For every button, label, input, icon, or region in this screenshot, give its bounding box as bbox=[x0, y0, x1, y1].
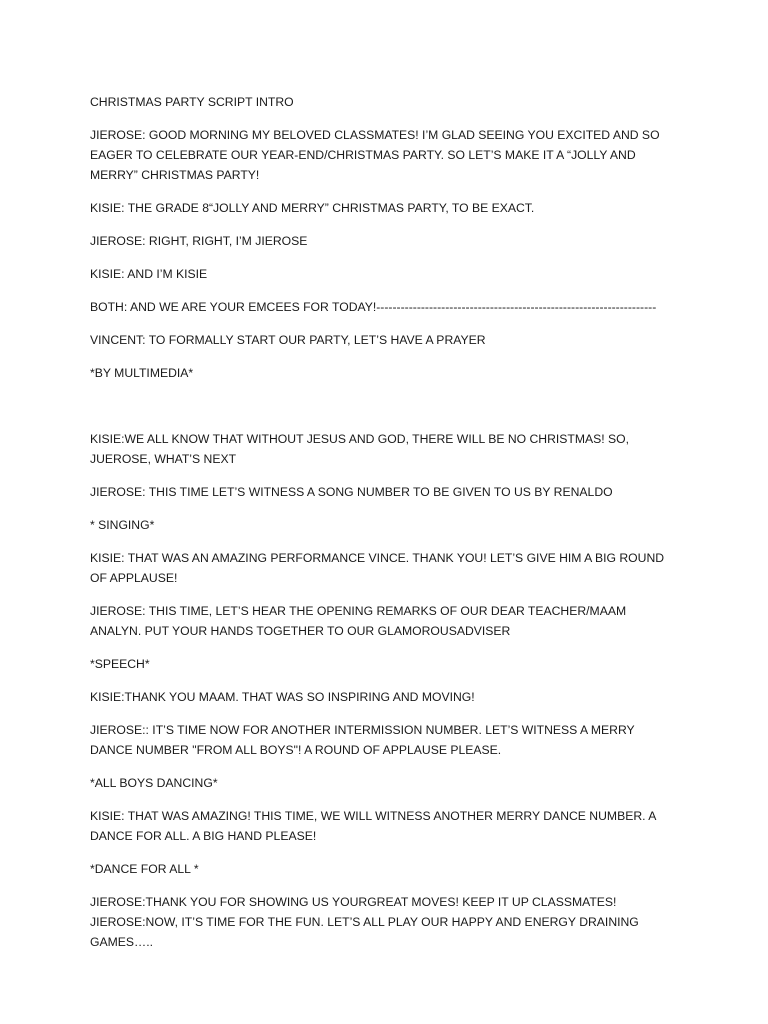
paragraph-kisie-dance-for-all: KISIE: THAT WAS AMAZING! THIS TIME, WE WILL WITNESS ANOTHER MERRY DANCE NUMBER. A DANCE FOR ALL. A BIG HAND PLEASE! bbox=[90, 809, 656, 843]
paragraph-jierose-thank-you: JIEROSE:THANK YOU FOR SHOWING US YOURGREAT MOVES! KEEP IT UP CLASSMATES! bbox=[90, 895, 617, 909]
paragraph-all-boys-dancing: *ALL BOYS DANCING* bbox=[90, 776, 218, 790]
paragraph-kisie-thanks: KISIE:THANK YOU MAAM. THAT WAS SO INSPIRING AND MOVING! bbox=[90, 690, 475, 704]
paragraph-kisie-grade8: KISIE: THE GRADE 8“JOLLY AND MERRY” CHRISTMAS PARTY, TO BE EXACT. bbox=[90, 201, 535, 215]
paragraph-jierose-remarks: JIEROSE: THIS TIME, LET’S HEAR THE OPENING REMARKS OF OUR DEAR TEACHER/MAAM ANALYN. PUT YOUR HANDS TOGETHER TO OUR GLAMOROUSADVISER bbox=[90, 604, 627, 638]
paragraph-jierose-games: JIEROSE:NOW, IT’S TIME FOR THE FUN. LET’S ALL PLAY OUR HAPPY AND ENERGY DRAINING GAMES….. bbox=[90, 915, 639, 949]
paragraph-dance-for-all: *DANCE FOR ALL * bbox=[90, 862, 199, 876]
paragraph-jierose-song: JIEROSE: THIS TIME LET’S WITNESS A SONG NUMBER TO BE GIVEN TO US BY RENALDO bbox=[90, 485, 613, 499]
paragraph-jierose-greeting: JIEROSE: GOOD MORNING MY BELOVED CLASSMATES! I’M GLAD SEEING YOU EXCITED AND SO EAGER TO CELEBRATE OUR YEAR-END/CHRISTMAS PARTY. SO LET’S MAKE IT A “JOLLY AND MERRY” CHRISTMAS PARTY! bbox=[90, 128, 660, 182]
paragraph-kisie-applause: KISIE: THAT WAS AN AMAZING PERFORMANCE VINCE. THANK YOU! LET’S GIVE HIM A BIG ROUND OF APPLAUSE! bbox=[90, 551, 665, 585]
paragraph-both-emcees: BOTH: AND WE ARE YOUR EMCEES FOR TODAY!--------------------------------------------------------------------- bbox=[90, 300, 657, 314]
document-title: CHRISTMAS PARTY SCRIPT INTRO bbox=[90, 95, 294, 109]
script-body bbox=[90, 92, 680, 965]
paragraph-jierose-intermission: JIEROSE:: IT’S TIME NOW FOR ANOTHER INTERMISSION NUMBER. LET’S WITNESS A MERRY DANCE NUMBER "FROM ALL BOYS"! A ROUND OF APPLAUSE PLEASE. bbox=[90, 723, 635, 757]
paragraph-by-multimedia: *BY MULTIMEDIA* bbox=[90, 366, 194, 380]
blank-gap bbox=[90, 396, 680, 429]
paragraph-jierose-intro: JIEROSE: RIGHT, RIGHT, I’M JIEROSE bbox=[90, 234, 308, 248]
paragraph-kisie-intro: KISIE: AND I’M KISIE bbox=[90, 267, 208, 281]
paragraph-kisie-jesus: KISIE:WE ALL KNOW THAT WITHOUT JESUS AND GOD, THERE WILL BE NO CHRISTMAS! SO, JUEROSE, WHAT’S NEXT bbox=[90, 432, 630, 466]
paragraph-speech: *SPEECH* bbox=[90, 657, 150, 671]
paragraph-vincent-prayer: VINCENT: TO FORMALLY START OUR PARTY, LET’S HAVE A PRAYER bbox=[90, 333, 486, 347]
paragraph-singing: * SINGING* bbox=[90, 518, 155, 532]
